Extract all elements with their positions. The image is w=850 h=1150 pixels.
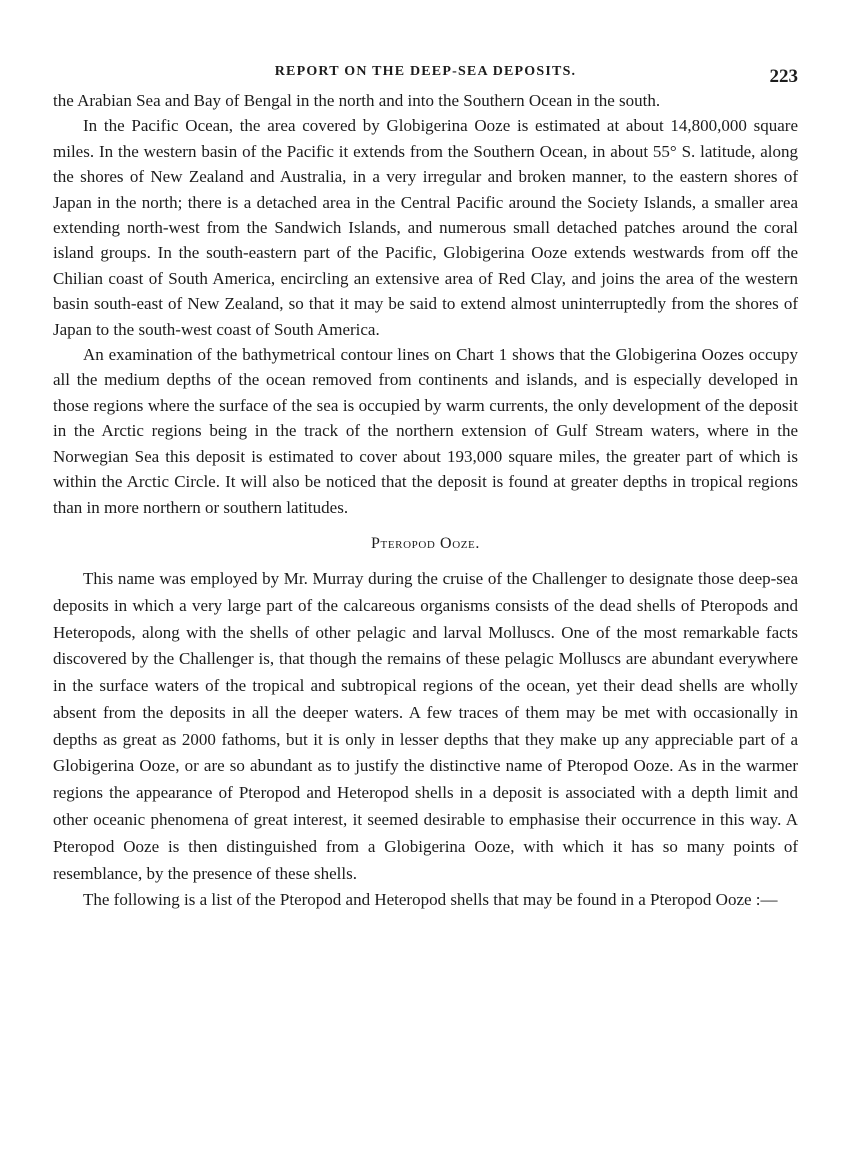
paragraph-bathymetrical-contours: An examination of the bathymetrical contour lines on Chart 1 shows that the Globigerina Oozes occupy all the medium depths of the ocean removed from continents and islands, and is especially developed in those regions where the surface of the sea is occupied by warm currents, the only development of the deposit in the Arctic regions being in the track of the northern extension of Gulf Stream waters, where in the Norwegian Sea this deposit is estimated to cover about 193,000 square miles, the greater part of which is within the Arctic Circle. It will also be noticed that the deposit is found at greater depths in tropical regions than in more northern or southern latitudes. (53, 345, 798, 517)
paragraph-shell-list-intro: The following is a list of the Pteropod and Heteropod shells that may be found in a Pteropod Ooze :— (83, 890, 778, 910)
section-heading (53, 534, 798, 554)
paragraph-continuation: the Arabian Sea and Bay of Bengal in the north and into the Southern Ocean in the south. (53, 91, 661, 110)
paragraph-pteropod-definition: This name was employed by Mr. Murray during the cruise of the Challenger to designate those deep-sea deposits in which a very large part of the calcareous organisms consists of the dead shells of Pteropods and Heteropods, along with the shells of other pelagic and larval Molluscs. One of the most remarkable facts discovered by the Challenger is, that though the remains of these pelagic Molluscs are abundant everywhere in the surface waters of the tropical and subtropical regions of the ocean, yet their dead shells are wholly absent from the deposits in all the deeper waters. A few traces of them may be met with occasionally in depths as great as 2000 fathoms, but it is only in lesser depths that they make up any appreciable part of a Globigerina Ooze, or are so abundant as to justify the distinctive name of Pteropod Ooze. As in the warmer regions the appearance of Pteropod and Heteropod shells in a deposit is associated with a depth limit and other oceanic phenomena of great interest, it seemed desirable to emphasise their occurrence in this way. A Pteropod Ooze is then distinguished from a Globigerina Ooze, with which it has so many points of resemblance, by the presence of these shells. (53, 568, 798, 883)
page-number: 223 (769, 66, 798, 87)
section-heading-text: Pteropod Ooze. (371, 534, 480, 552)
page-header (53, 58, 798, 88)
page (53, 58, 798, 914)
paragraph-pacific-ocean: In the Pacific Ocean, the area covered by Globigerina Ooze is estimated at about 14,800,000 square miles. In the western basin of the Pacific it extends from the Southern Ocean, in about 55° S. latitude, along the shores of New Zealand and Australia, in a very irregular and broken manner, to the eastern shores of Japan in the north; there is a detached area in the Central Pacific around the Society Islands, a smaller area extending north-west from the Sandwich Islands, and numerous small detached patches around the coral island groups. In the south-eastern part of the Pacific, Globigerina Ooze extends westwards from off the Chilian coast of South America, encircling an extensive area of Red Clay, and joins the area of the western basin south-east of New Zealand, so that it may be said to extend almost uninterruptedly from the shores of Japan to the south-west coast of South America. (53, 116, 798, 339)
running-title: REPORT ON THE DEEP-SEA DEPOSITS. (274, 64, 577, 79)
section-pteropod-ooze (53, 534, 798, 914)
